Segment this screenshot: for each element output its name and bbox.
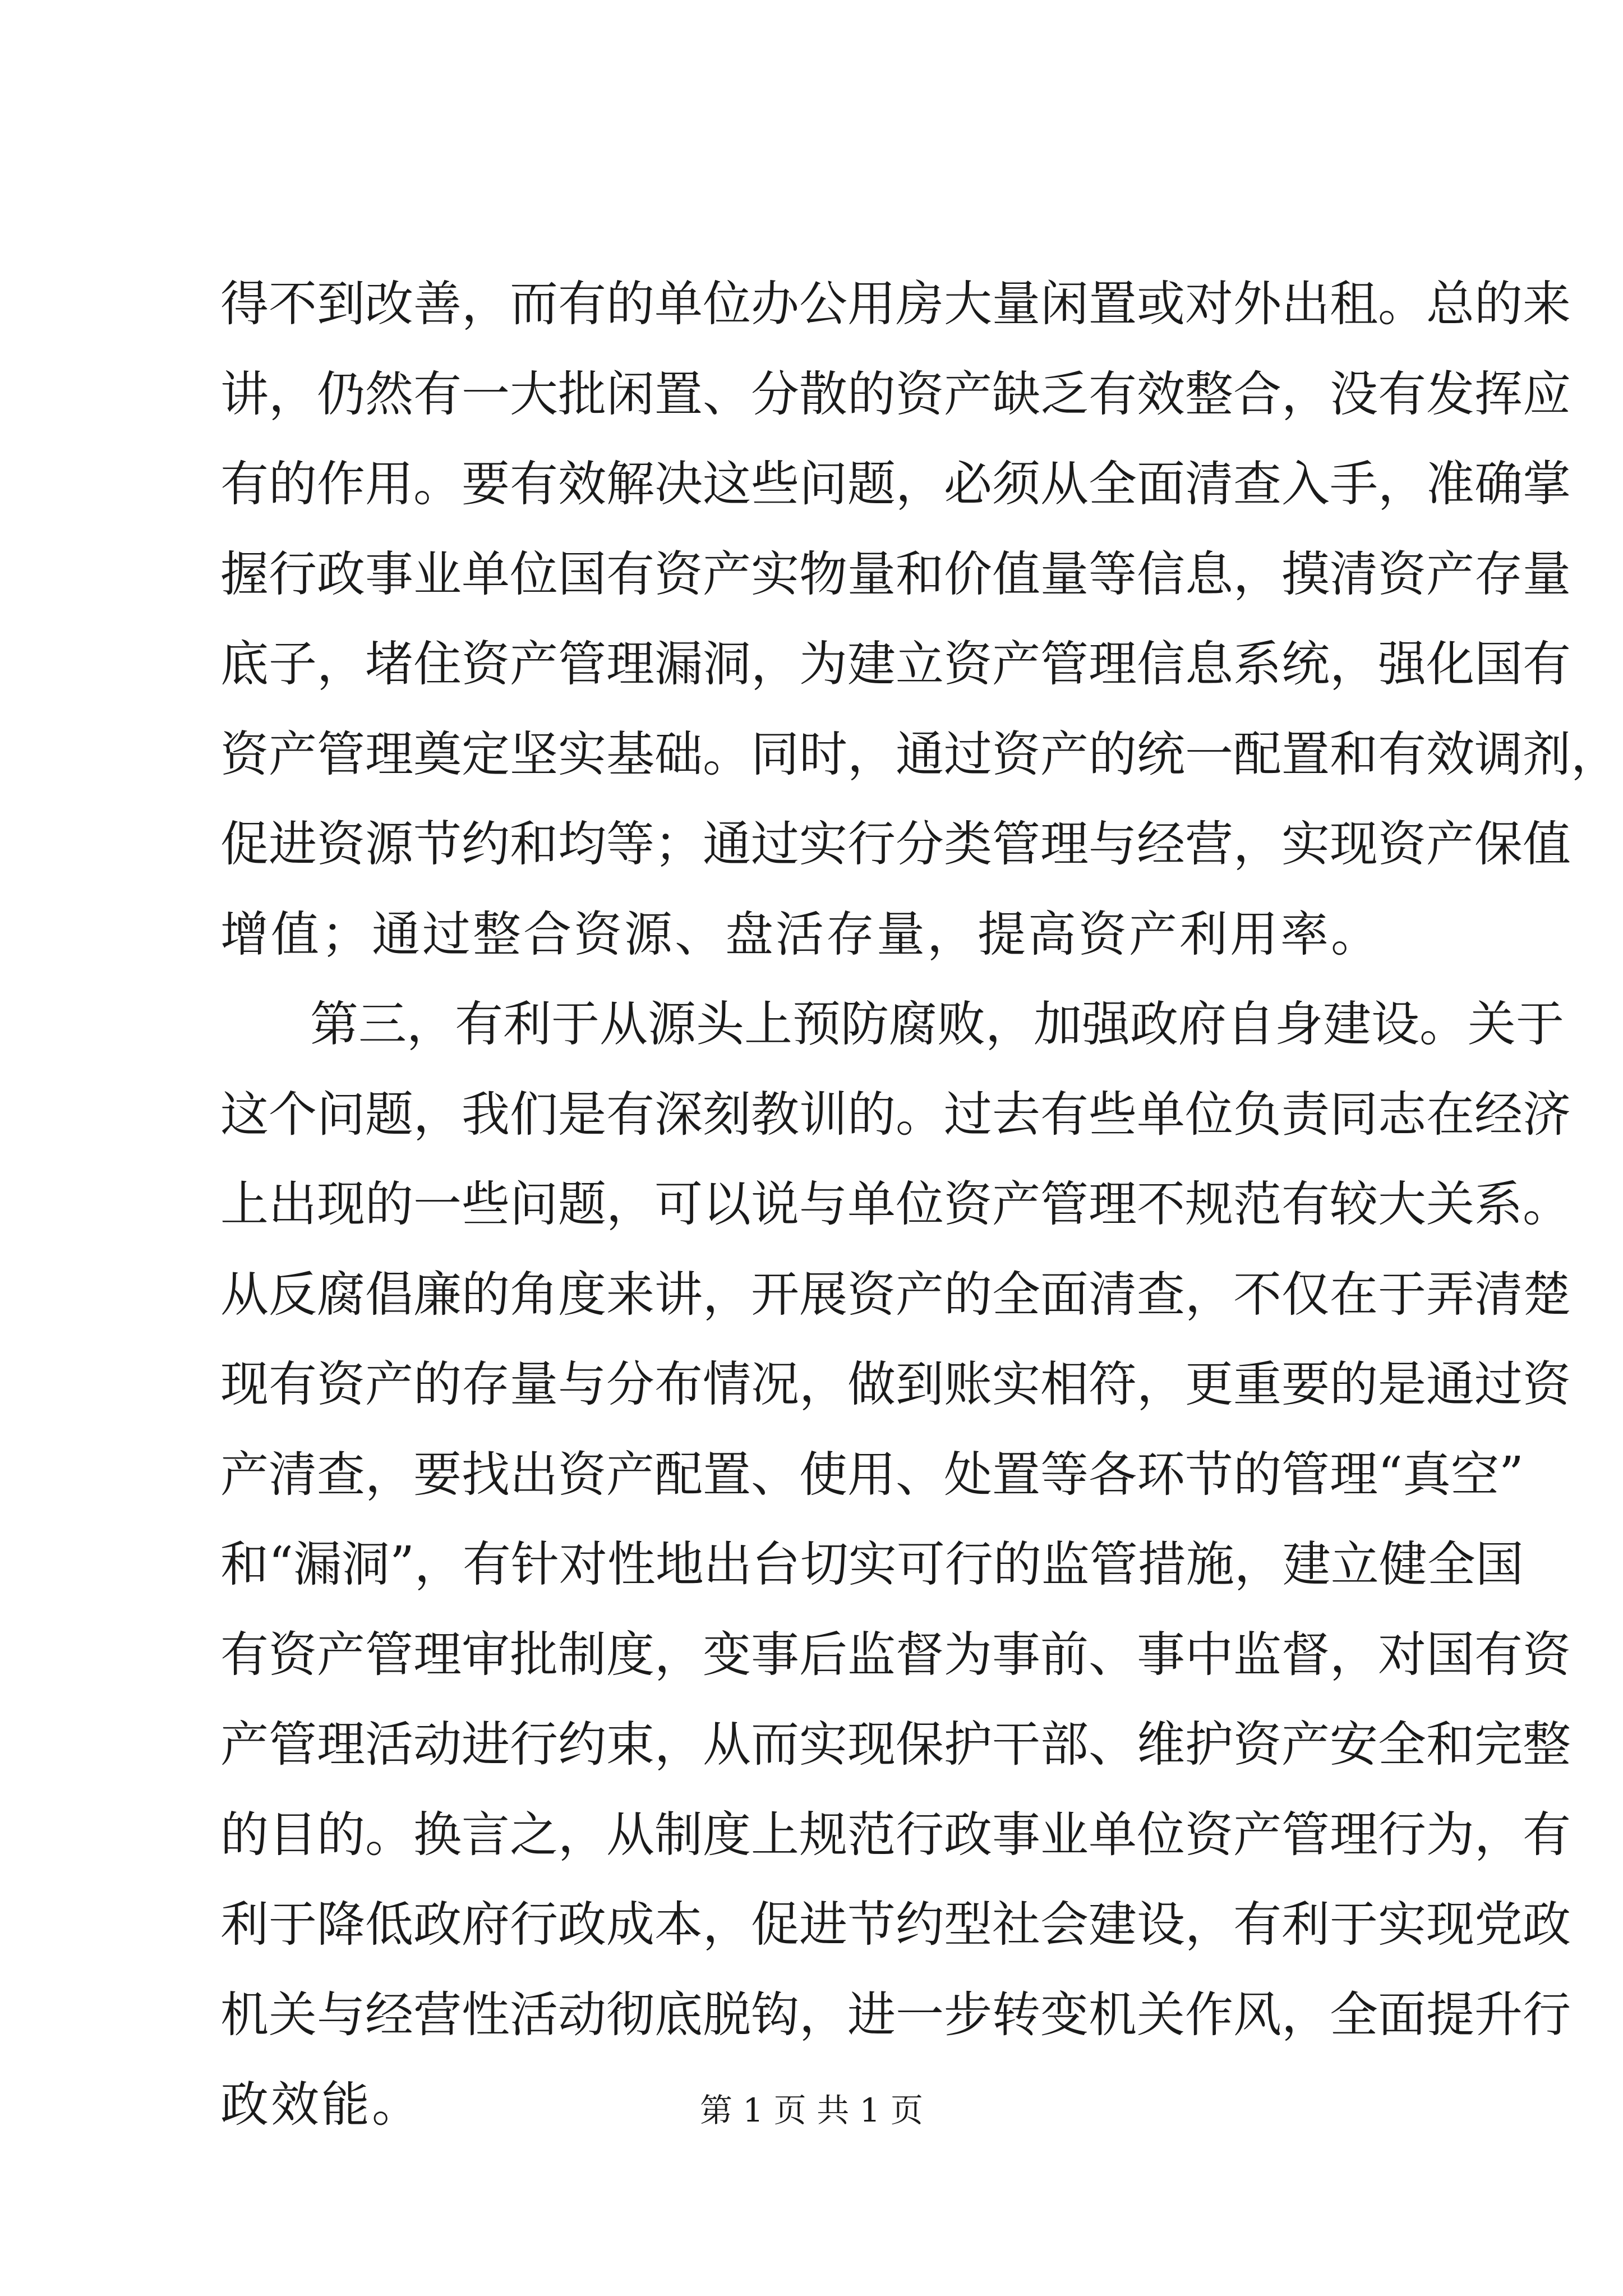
text-line: 上出现的一些问题，可以说与单位资产管理不规范有较大关系。 bbox=[220, 1176, 1571, 1232]
text-line: 机关与经营性活动彻底脱钩，进一步转变机关作风，全面提升行 bbox=[220, 1986, 1571, 2043]
text-line: 得不到改善，而有的单位办公用房大量闲置或对外出租。总的来 bbox=[220, 276, 1571, 332]
text-line: 促进资源节约和均等；通过实行分类管理与经营，实现资产保值 bbox=[220, 816, 1571, 872]
text-line: 增值；通过整合资源、盘活存量，提高资产利用率。 bbox=[220, 906, 1381, 963]
text-line: 政效能。 bbox=[220, 2077, 422, 2133]
text-line: 有资产管理审批制度，变事后监督为事前、事中监督，对国有资 bbox=[220, 1626, 1571, 1683]
text-line: 产管理活动进行约束，从而实现保护干部、维护资产安全和完整 bbox=[220, 1717, 1571, 1773]
document-body bbox=[220, 259, 1619, 2150]
text-line: 现有资产的存量与分布情况，做到账实相符，更重要的是通过资 bbox=[220, 1356, 1571, 1412]
text-line: 资产管理奠定坚实基础。同时，通过资产的统一配置和有效调剂， bbox=[220, 726, 1619, 783]
text-line: 的目的。换言之，从制度上规范行政事业单位资产管理行为，有 bbox=[220, 1806, 1571, 1863]
text-line: 利于降低政府行政成本，促进节约型社会建设，有利于实现党政 bbox=[220, 1897, 1571, 1953]
text-line: 产清查，要找出资产配置、使用、处置等各环节的管理“真空” bbox=[220, 1446, 1524, 1503]
text-line: 握行政事业单位国有资产实物量和价值量等信息，摸清资产存量 bbox=[220, 546, 1571, 602]
text-line: 有的作用。要有效解决这些问题，必须从全面清查入手，准确掌 bbox=[220, 456, 1571, 512]
text-line: 从反腐倡廉的角度来讲，开展资产的全面清查，不仅在于弄清楚 bbox=[220, 1266, 1571, 1323]
text-line: 和“漏洞”，有针对性地出台切实可行的监管措施，建立健全国 bbox=[220, 1536, 1524, 1593]
text-line: 这个问题，我们是有深刻教训的。过去有些单位负责同志在经济 bbox=[220, 1086, 1571, 1143]
text-line: 讲，仍然有一大批闲置、分散的资产缺乏有效整合，没有发挥应 bbox=[220, 366, 1571, 422]
page-footer: 第 1 页 共 1 页 bbox=[700, 2091, 923, 2129]
paragraph-first-line: 第三，有利于从源头上预防腐败，加强政府自身建设。关于 bbox=[310, 996, 1564, 1052]
text-line: 底子，堵住资产管理漏洞，为建立资产管理信息系统，强化国有 bbox=[220, 636, 1571, 692]
